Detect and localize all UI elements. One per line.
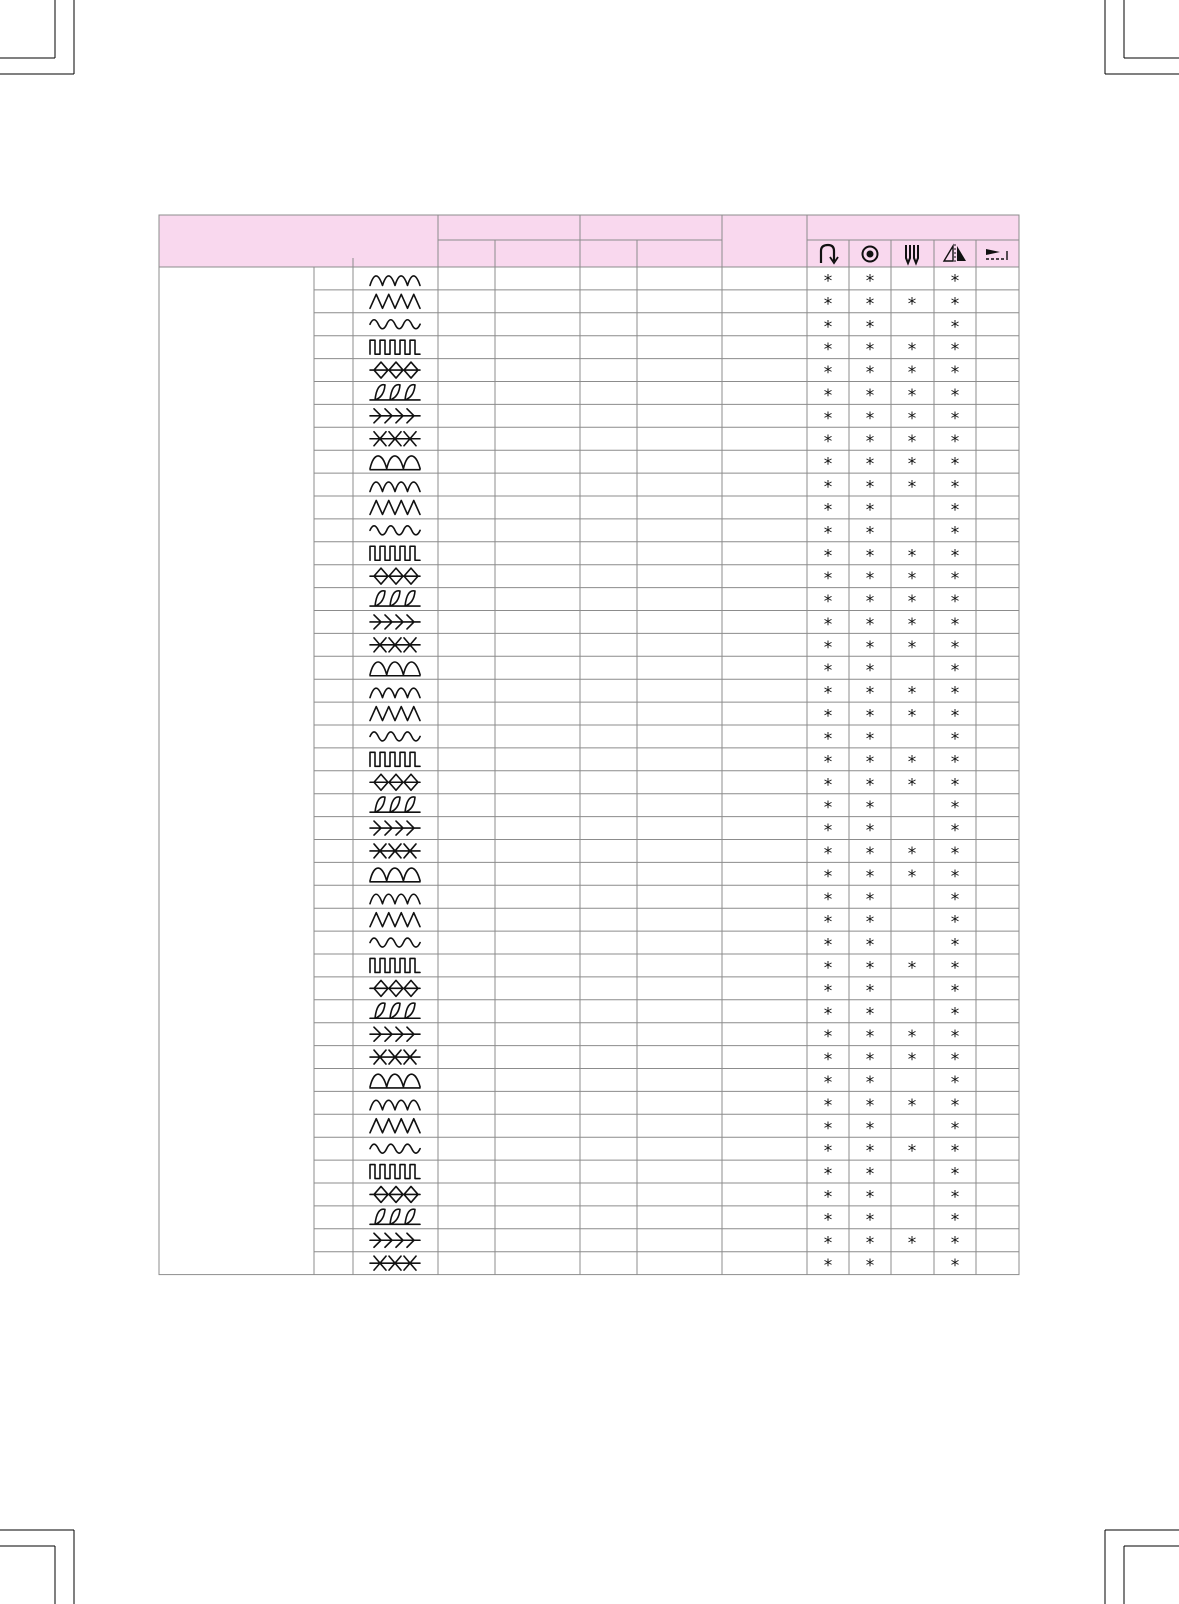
star-mark: * — [907, 1050, 917, 1071]
table-row — [370, 1027, 959, 1047]
star-mark: * — [865, 843, 875, 864]
table-row — [370, 638, 959, 658]
arrow-pattern-icon — [370, 797, 420, 812]
star-mark: * — [950, 637, 960, 658]
serpentine-pattern-icon — [370, 958, 420, 972]
star-mark: * — [865, 614, 875, 635]
star-mark: * — [865, 1210, 875, 1231]
table-row — [370, 1165, 959, 1185]
star-mark: * — [823, 1118, 833, 1139]
cross-pattern-icon — [370, 615, 420, 629]
star-mark: * — [865, 683, 875, 704]
star-mark: * — [950, 1072, 960, 1093]
star-mark: * — [865, 500, 875, 521]
star-mark: * — [823, 340, 833, 361]
star-mark: * — [823, 660, 833, 681]
star-mark: * — [823, 1141, 833, 1162]
star-mark: * — [865, 775, 875, 796]
diamond-pattern-icon — [370, 1027, 420, 1041]
star-mark: * — [950, 1141, 960, 1162]
star-mark: * — [865, 866, 875, 887]
table-row — [370, 844, 959, 864]
star-mark: * — [950, 1004, 960, 1025]
star-mark: * — [865, 798, 875, 819]
ribbon-pattern-icon — [370, 732, 420, 741]
table-row — [370, 913, 959, 933]
star-mark: * — [823, 523, 833, 544]
star-mark: * — [823, 706, 833, 727]
star-mark: * — [907, 637, 917, 658]
flower-zigzag-pattern-icon — [370, 1119, 420, 1133]
star-mark: * — [865, 1187, 875, 1208]
table-row — [370, 821, 959, 841]
knot-pattern-icon — [370, 938, 420, 947]
arrow-zigzag-pattern-icon — [370, 526, 420, 535]
star-mark: * — [865, 958, 875, 979]
star-mark: * — [950, 706, 960, 727]
star-mark: * — [823, 1027, 833, 1048]
tree-line-pattern-icon — [370, 1186, 420, 1202]
star-mark: * — [823, 821, 833, 842]
star-mark: * — [823, 683, 833, 704]
star-mark: * — [950, 1210, 960, 1231]
star-mark: * — [950, 1050, 960, 1071]
table-row — [370, 752, 959, 772]
star-mark: * — [865, 340, 875, 361]
star-mark: * — [950, 683, 960, 704]
star-mark: * — [823, 935, 833, 956]
table-row — [370, 1256, 959, 1276]
star-mark: * — [865, 569, 875, 590]
star-mark: * — [950, 1164, 960, 1185]
honeycomb-pattern-icon — [370, 1100, 420, 1110]
circle-pattern-icon — [370, 432, 420, 446]
star-mark: * — [950, 660, 960, 681]
comb-pattern-icon — [370, 894, 420, 904]
star-mark: * — [823, 614, 833, 635]
star-mark: * — [950, 775, 960, 796]
table-row — [370, 661, 959, 681]
star-mark: * — [950, 271, 960, 292]
loop-swirl-pattern-icon — [370, 1209, 420, 1224]
star-mark: * — [950, 1187, 960, 1208]
bell-curve-pattern-icon — [370, 868, 420, 882]
bow-pattern-icon — [370, 294, 420, 308]
star-mark: * — [823, 1210, 833, 1231]
star-mark: * — [907, 683, 917, 704]
star-mark: * — [865, 752, 875, 773]
star-mark: * — [865, 317, 875, 338]
star-mark: * — [950, 431, 960, 452]
star-mark: * — [950, 363, 960, 384]
star-mark: * — [865, 935, 875, 956]
star-mark: * — [823, 1233, 833, 1254]
star-mark: * — [865, 546, 875, 567]
star-mark: * — [907, 569, 917, 590]
star-mark: * — [823, 1256, 833, 1277]
star-mark: * — [950, 1027, 960, 1048]
star-mark: * — [907, 843, 917, 864]
star-mark: * — [865, 1027, 875, 1048]
table-row — [370, 1003, 959, 1024]
greek-key-pattern-icon — [370, 638, 420, 652]
star-mark: * — [950, 546, 960, 567]
table-row — [370, 591, 959, 612]
table-row — [370, 294, 959, 314]
curl-pattern-icon — [370, 752, 420, 766]
star-mark: * — [950, 935, 960, 956]
table-row — [370, 1209, 959, 1230]
crown-pattern-icon — [370, 913, 420, 927]
star-mark: * — [823, 1164, 833, 1185]
star-mark: * — [950, 500, 960, 521]
star-mark: * — [950, 1118, 960, 1139]
table-row — [370, 797, 959, 818]
table-row — [370, 546, 959, 566]
star-mark: * — [907, 431, 917, 452]
star-mark: * — [950, 729, 960, 750]
table-row — [370, 1186, 959, 1207]
star-mark: * — [823, 1004, 833, 1025]
star-mark: * — [823, 385, 833, 406]
star-mark: * — [823, 637, 833, 658]
star-mark: * — [865, 1164, 875, 1185]
star-mark: * — [907, 363, 917, 384]
star-mark: * — [950, 981, 960, 1002]
sunburst-pattern-icon — [370, 1003, 420, 1018]
star-mark: * — [907, 706, 917, 727]
star-mark: * — [907, 614, 917, 635]
star-mark: * — [907, 958, 917, 979]
table-row — [370, 340, 959, 360]
chevron-pattern-icon — [370, 385, 420, 400]
star-mark: * — [823, 1050, 833, 1071]
star-mark: * — [865, 477, 875, 498]
star-mark: * — [823, 500, 833, 521]
star-mark: * — [865, 523, 875, 544]
star-mark: * — [865, 1004, 875, 1025]
table-row — [370, 362, 959, 383]
table-row — [370, 317, 959, 337]
star-mark: * — [950, 889, 960, 910]
grass-pattern-icon — [370, 546, 420, 560]
star-mark: * — [950, 752, 960, 773]
flower-wave-pattern-icon — [370, 320, 420, 329]
star-mark: * — [823, 477, 833, 498]
star-mark: * — [865, 385, 875, 406]
star-mark: * — [950, 523, 960, 544]
star-mark: * — [823, 958, 833, 979]
star-mark: * — [865, 363, 875, 384]
mountain-pattern-icon — [370, 1144, 420, 1153]
star-mark: * — [823, 843, 833, 864]
star-mark: * — [950, 340, 960, 361]
star-mark: * — [950, 477, 960, 498]
star-mark: * — [950, 1233, 960, 1254]
table-row — [370, 500, 959, 520]
table-row — [370, 1119, 959, 1139]
leaf-swirl-pattern-icon — [370, 688, 420, 698]
star-mark: * — [823, 981, 833, 1002]
snowflake-pattern-icon — [370, 821, 420, 835]
star-mark: * — [865, 821, 875, 842]
star-mark: * — [865, 729, 875, 750]
star-mark: * — [907, 454, 917, 475]
star-mark: * — [907, 477, 917, 498]
table-row — [370, 1050, 959, 1070]
table-header-background — [159, 215, 1019, 267]
star-mark: * — [950, 592, 960, 613]
star-mark: * — [823, 271, 833, 292]
star-mark: * — [907, 385, 917, 406]
table-row — [370, 774, 959, 795]
star-mark: * — [950, 454, 960, 475]
star-mark: * — [865, 660, 875, 681]
branch-pattern-icon — [370, 1074, 420, 1088]
star-mark: * — [950, 958, 960, 979]
star-mark: * — [907, 1141, 917, 1162]
table-row — [370, 271, 959, 291]
wave-dot-pattern-icon — [370, 568, 420, 584]
s-curl-pattern-icon — [370, 707, 420, 721]
table-row — [370, 980, 959, 1001]
house-pattern-icon — [370, 500, 420, 514]
star-mark: * — [865, 592, 875, 613]
star-mark: * — [865, 912, 875, 933]
star-mark: * — [823, 294, 833, 315]
star-mark: * — [865, 706, 875, 727]
loop-pattern-icon — [370, 409, 420, 423]
diamond-cross-pattern-icon — [370, 1050, 420, 1064]
star-mark: * — [950, 294, 960, 315]
table-row — [370, 936, 959, 956]
table-row — [370, 707, 959, 727]
star-mark: * — [865, 637, 875, 658]
table-row — [370, 958, 959, 978]
table-row — [370, 455, 959, 475]
star-mark: * — [950, 798, 960, 819]
star-mark: * — [823, 1187, 833, 1208]
holly-pattern-icon — [370, 1165, 420, 1179]
star-mark: * — [865, 1072, 875, 1093]
scallop-pattern-icon — [370, 591, 420, 606]
leaf-vine-pattern-icon — [370, 276, 420, 286]
star-mark: * — [823, 798, 833, 819]
star-mark: * — [907, 340, 917, 361]
star-mark: * — [823, 546, 833, 567]
star-mark: * — [865, 1141, 875, 1162]
star-mark: * — [950, 866, 960, 887]
scissors-leaf-pattern-icon — [370, 1256, 420, 1270]
star-mark: * — [865, 271, 875, 292]
table-row — [370, 684, 959, 704]
table-row — [370, 478, 959, 498]
table-row — [370, 409, 959, 429]
star-mark: * — [865, 981, 875, 1002]
star-mark: * — [950, 1256, 960, 1277]
star-mark: * — [865, 889, 875, 910]
star-mark: * — [865, 1050, 875, 1071]
table-grid — [159, 215, 1019, 1275]
star-mark: * — [865, 408, 875, 429]
star-mark: * — [823, 363, 833, 384]
leaf-bud-pattern-icon — [370, 662, 420, 676]
star-mark: * — [823, 1072, 833, 1093]
star-mark: * — [823, 912, 833, 933]
star-mark: * — [950, 569, 960, 590]
table-row — [370, 1073, 959, 1093]
star-mark: * — [823, 431, 833, 452]
star-mark: * — [823, 889, 833, 910]
star-mark: * — [950, 614, 960, 635]
table-row — [370, 1233, 959, 1253]
fern-pattern-icon — [370, 774, 420, 790]
star-mark: * — [865, 1095, 875, 1116]
star-mark: * — [907, 592, 917, 613]
star-mark: * — [823, 569, 833, 590]
diamond-chain-pattern-icon — [370, 844, 420, 858]
star-mark: * — [907, 775, 917, 796]
star-mark: * — [865, 294, 875, 315]
table-row — [370, 568, 959, 589]
star-mark: * — [865, 454, 875, 475]
star-mark: * — [907, 1095, 917, 1116]
star-mark: * — [823, 752, 833, 773]
star-mark: * — [823, 454, 833, 475]
star-mark: * — [823, 729, 833, 750]
star-mark: * — [950, 843, 960, 864]
star-mark: * — [823, 866, 833, 887]
table-row — [370, 1142, 959, 1162]
table-row — [370, 890, 959, 910]
star-mark: * — [907, 1027, 917, 1048]
curl-loop-pattern-icon — [370, 980, 420, 996]
heart-pattern-icon — [370, 362, 420, 378]
star-pattern-icon — [370, 340, 420, 354]
table-row — [370, 385, 959, 406]
star-mark: * — [950, 821, 960, 842]
star-mark: * — [950, 912, 960, 933]
star-mark: * — [823, 1095, 833, 1116]
star-mark: * — [950, 408, 960, 429]
star-mark: * — [865, 431, 875, 452]
zigzag-dot-pattern-icon — [370, 456, 420, 470]
star-mark: * — [823, 408, 833, 429]
table-row — [370, 615, 959, 635]
star-mark: * — [865, 1233, 875, 1254]
star-mark: * — [950, 1095, 960, 1116]
star-mark: * — [950, 385, 960, 406]
star-mark: * — [907, 752, 917, 773]
star-mark: * — [823, 775, 833, 796]
block-wave-pattern-icon — [370, 1233, 420, 1247]
star-mark: * — [907, 294, 917, 315]
star-mark: * — [907, 866, 917, 887]
star-mark: * — [950, 317, 960, 338]
table-row — [370, 867, 959, 887]
star-mark: * — [907, 408, 917, 429]
table-row — [370, 432, 959, 452]
table-row — [370, 523, 959, 543]
star-mark: * — [865, 1118, 875, 1139]
tulip-pattern-icon — [370, 482, 420, 492]
star-mark: * — [907, 1233, 917, 1254]
star-mark: * — [823, 317, 833, 338]
star-mark: * — [907, 546, 917, 567]
star-mark: * — [865, 1256, 875, 1277]
table-row — [370, 729, 959, 749]
star-mark: * — [823, 592, 833, 613]
table-row — [370, 1096, 959, 1116]
